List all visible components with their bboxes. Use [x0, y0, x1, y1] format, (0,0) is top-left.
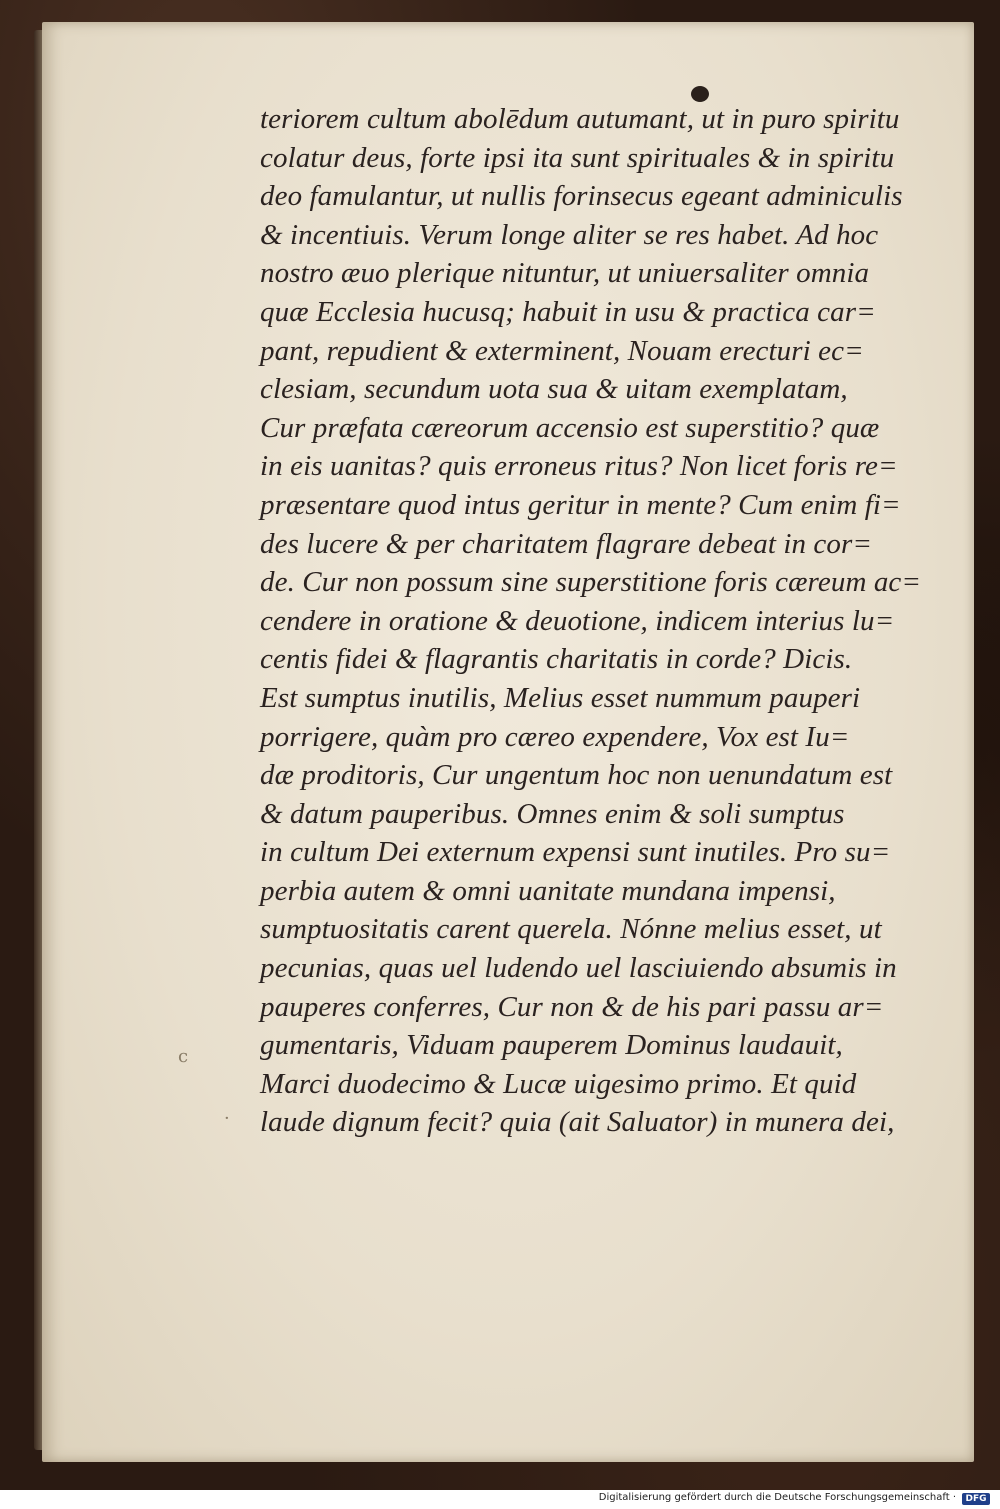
text-line: præsentare quod intus geritur in mente? Cum enim fi= [260, 488, 901, 521]
page-text [260, 100, 920, 1142]
text-line: Cur præfata cæreorum accensio est superstitio? quæ [260, 411, 880, 444]
text-line: in cultum Dei externum expensi sunt inutiles. Pro su= [260, 836, 891, 869]
stray-mark: · [224, 1108, 230, 1129]
text-line: de. Cur non possum sine superstitione foris cæreum ac= [260, 566, 922, 599]
text-line: cendere in oratione & deuotione, indicem interius lu= [260, 604, 895, 637]
text-line: nostro æuo plerique nituntur, ut uniuersaliter omnia [260, 257, 870, 290]
dfg-logo: DFG [962, 1493, 990, 1505]
stray-mark: c [178, 1046, 189, 1067]
text-line: & datum pauperibus. Omnes enim & soli sumptus [260, 797, 845, 830]
text-line: Marci duodecimo & Lucæ uigesimo primo. Et quid [260, 1067, 857, 1100]
text-line: clesiam, secundum uota sua & uitam exemplatam, [260, 373, 848, 406]
text-line: in eis uanitas? quis erroneus ritus? Non licet foris re= [260, 450, 898, 483]
text-line: pecunias, quas uel ludendo uel lasciuiendo absumis in [260, 952, 897, 985]
footer-credit [599, 1492, 956, 1503]
text-line: gumentaris, Viduam pauperem Dominus laudauit, [260, 1029, 843, 1062]
text-line: sumptuositatis carent querela. Nónne melius esset, ut [260, 913, 882, 946]
text-line: des lucere & per charitatem flagrare debeat in cor= [260, 527, 873, 560]
footer-credit-text: Digitalisierung gefördert durch die Deutsche Forschungsgemeinschaft [598, 1492, 950, 1503]
text-line: deo famulantur, ut nullis forinsecus egeant adminiculis [260, 180, 903, 213]
text-line: teriorem cultum abolēdum autumant, ut in puro spiritu [260, 103, 900, 135]
text-line: & incentiuis. Verum longe aliter se res habet. Ad hoc [260, 218, 879, 251]
text-line: pant, repudient & exterminent, Nouam erecturi ec= [260, 334, 864, 367]
text-line: Est sumptus inutilis, Melius esset nummum pauperi [260, 681, 861, 714]
text-line: pauperes conferres, Cur non & de his pari passu ar= [260, 990, 884, 1023]
text-line: quæ Ecclesia hucusq; habuit in usu & practica car= [260, 295, 876, 328]
footer-bar [0, 1490, 1000, 1509]
footer-separator: · [952, 1492, 956, 1503]
text-line: porrigere, quàm pro cæreo expendere, Vox est Iu= [260, 720, 850, 753]
text-line: perbia autem & omni uanitate mundana impensi, [260, 874, 836, 907]
text-line: dæ proditoris, Cur ungentum hoc non uenundatum est [260, 759, 893, 792]
text-line: colatur deus, forte ipsi ita sunt spirituales & in spiritu [260, 141, 895, 174]
text-line: centis fidei & flagrantis charitatis in corde? Dicis. [260, 643, 853, 676]
text-line: laude dignum fecit? quia (ait Saluator) in munera dei, [260, 1106, 895, 1139]
